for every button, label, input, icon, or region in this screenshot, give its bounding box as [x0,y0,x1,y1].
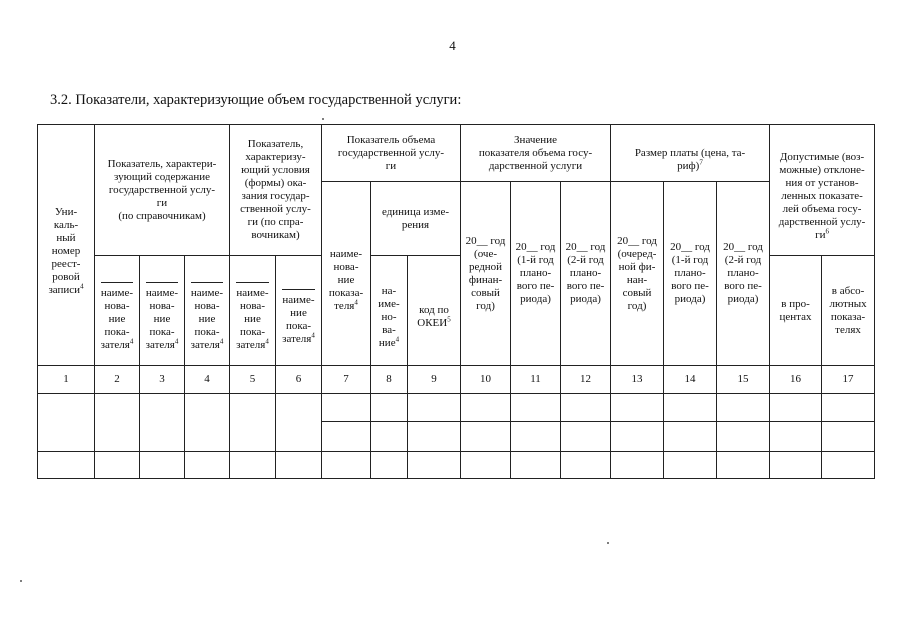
column-numbers-row [38,366,875,394]
page-number: 4 [449,38,456,53]
header-fee-group: Размер платы (цена, та- риф)$^7$ [611,125,770,182]
empty-cell [511,452,561,479]
header-deviation-group: Допустимые (воз- можные) отклоне- ния от установ- ленных показате- лей объема госу- дарственной услу- $ги^6$ [770,125,875,256]
header-registry-number: Уни- каль- ный номер реест- ровой записи$^4$ [38,125,95,366]
empty-cell [770,394,822,422]
column-number: 3 [140,366,185,394]
empty-cell [717,452,770,479]
column-number: 8 [371,366,408,394]
column-number: 15 [717,366,770,394]
empty-cell [770,452,822,479]
empty-cell [511,394,561,422]
empty-cell [408,394,461,422]
header-year-plan2: 20__ год (2-й год плано- вого пе- риода) [561,182,611,366]
header-unit-name: на- име- но- ва- ние$^4$ [371,256,408,366]
empty-cell [664,452,717,479]
empty-cell [822,394,875,422]
column-number: 1 [38,366,95,394]
column-number: 17 [822,366,875,394]
header-conditions-indicator-name-2: наиме- ние пока- зателя$^4$ [276,256,322,366]
empty-cell [717,422,770,452]
empty-cell [611,422,664,452]
column-number: 12 [561,366,611,394]
empty-cell [371,394,408,422]
empty-cell [95,394,140,452]
empty-cell [461,394,511,422]
header-year-current-fin: 20__ год (оче- редной финан- совый год) [461,182,511,366]
empty-cell [140,394,185,452]
empty-cell [611,394,664,422]
empty-cell [664,394,717,422]
empty-cell [611,452,664,479]
empty-cell [185,452,230,479]
empty-cell [717,394,770,422]
header-content-indicator-name-2: наиме- нова- ние пока- зателя$^4$ [140,256,185,366]
empty-cell [770,422,822,452]
column-number: 5 [230,366,276,394]
column-number: 13 [611,366,664,394]
scan-speck [20,580,22,582]
empty-cell [140,452,185,479]
header-volume-indicator-name: наиме- нова- ние показа- теля$^4$ [322,182,371,366]
header-content-indicator-name-3: наиме- нова- ние пока- зателя$^4$ [185,256,230,366]
column-number: 4 [185,366,230,394]
empty-cell [561,422,611,452]
column-number: 6 [276,366,322,394]
empty-cell [322,422,371,452]
empty-cell [95,452,140,479]
empty-cell [561,452,611,479]
empty-cell [511,422,561,452]
column-number: 10 [461,366,511,394]
header-content-indicator-name-1: наиме- нова- ние пока- зателя$^4$ [95,256,140,366]
scan-speck [607,542,609,544]
empty-cell [408,422,461,452]
empty-cell [371,422,408,452]
header-year-plan1: 20__ год (1-й год плано- вого пе- риода) [511,182,561,366]
empty-cell [822,452,875,479]
column-number: 14 [664,366,717,394]
header-okei-code: код по ОКЕИ$^5$ [408,256,461,366]
header-volume-value-group: Значение показателя объема госу- дарственной услуги [461,125,611,182]
empty-cell [230,452,276,479]
table-row [38,394,875,422]
header-fee-current-fin: 20__ год (очеред- ной фи- нан- совый год) [611,182,664,366]
scan-speck [322,118,324,120]
header-fee-plan1: 20__ год (1-й год плано- вого пе- риода) [664,182,717,366]
column-number: 16 [770,366,822,394]
header-conditions-indicator-group: Показатель, характеризу- ющий условия (формы) ока- зания государ- ственной услу- ги (по спра- вочникам) [230,125,322,256]
header-conditions-indicator-name-1: наиме- нова- ние пока- зателя$^4$ [230,256,276,366]
empty-cell [461,422,511,452]
empty-cell [408,452,461,479]
empty-cell [38,394,95,452]
column-number: 2 [95,366,140,394]
column-number: 9 [408,366,461,394]
volume-indicators-table [37,124,875,479]
header-fee-plan2: 20__ год (2-й год плано- вого пе- риода) [717,182,770,366]
header-unit-of-measure: единица изме- рения [371,182,461,256]
header-in-absolute: в абсо- лютных показа- телях [822,256,875,366]
empty-cell [276,394,322,452]
empty-cell [322,394,371,422]
column-number: 11 [511,366,561,394]
empty-cell [276,452,322,479]
empty-cell [185,394,230,452]
empty-cell [38,452,95,479]
header-volume-indicator-group: Показатель объема государственной услу- ги [322,125,461,182]
table-row [38,452,875,479]
empty-cell [230,394,276,452]
empty-cell [664,422,717,452]
header-in-percent: в про- центах [770,256,822,366]
empty-cell [322,452,371,479]
header-content-indicator-group: Показатель, характери- зующий содержание государственной услу- ги (по справочникам) [95,125,230,256]
column-number: 7 [322,366,371,394]
empty-cell [822,422,875,452]
empty-cell [371,452,408,479]
empty-cell [561,394,611,422]
empty-cell [461,452,511,479]
section-heading: 3.2. Показатели, характеризующие объем государственной услуги: [50,92,462,108]
